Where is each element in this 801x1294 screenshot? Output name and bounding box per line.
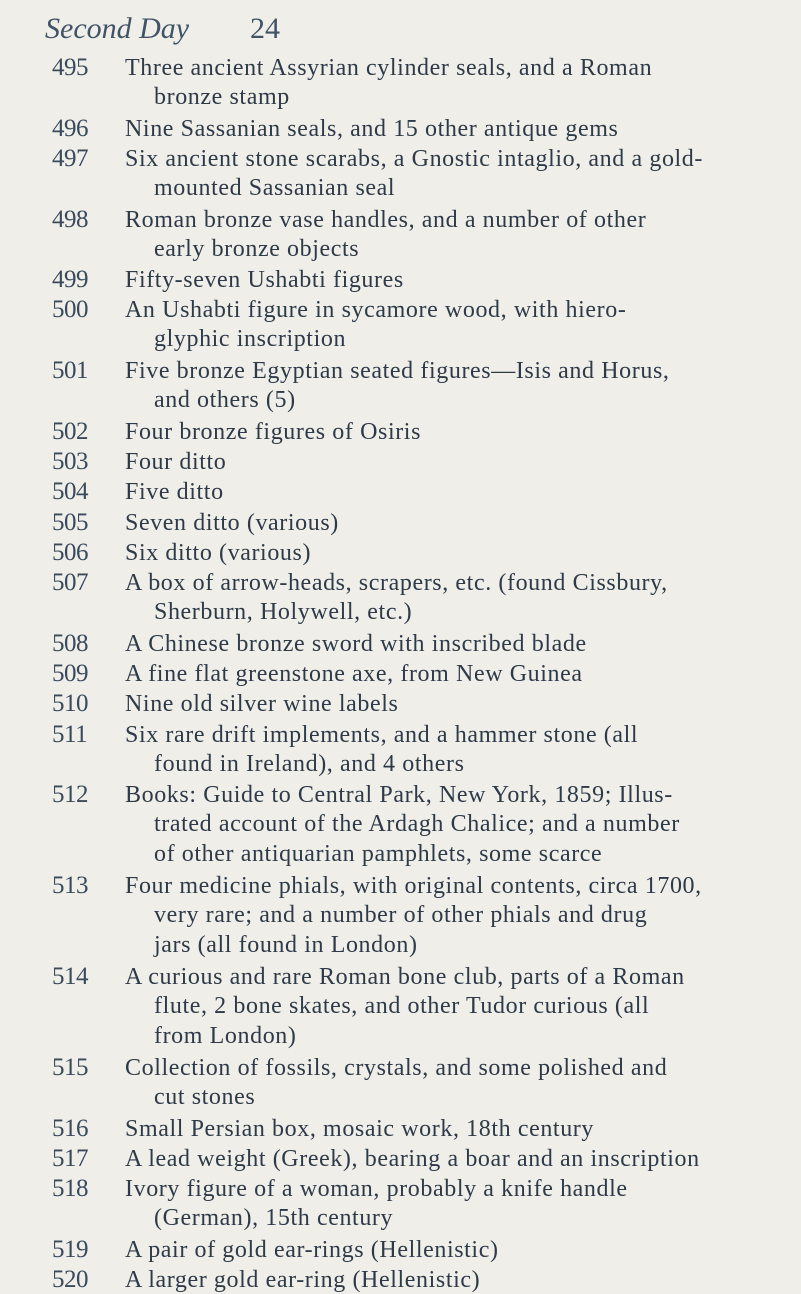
description-line: flute, 2 bone skates, and other Tudor curious (all [154,993,650,1019]
description-line: bronze stamp [154,84,290,110]
description-line: jars (all found in London) [154,932,418,959]
description-line: Five ditto [125,479,224,506]
description-line: A pair of gold ear-rings (Hellenistic) [125,1236,499,1263]
description-line: from London) [154,1023,297,1050]
page-header [45,12,280,46]
lot-description [125,1115,775,1143]
description-line: Three ancient Assyrian cylinder seals, and a Roman [125,55,653,81]
description-line: An Ushabti figure in sycamore wood, with hiero- [125,297,627,324]
description-line: A larger gold ear-ring (Hellenistic) [125,1267,481,1293]
lot-description [125,690,775,718]
lot-description [125,448,775,476]
description-line: Six rare drift implements, and a hammer stone (all [125,721,639,748]
lot-number: 503 [52,447,88,475]
lot-number: 509 [52,660,88,687]
description-line: very rare; and a number of other phials and drug [154,902,648,929]
lot-description [125,357,775,415]
lot-description [125,509,775,537]
description-line: Six ditto (various) [125,539,312,566]
lot-number: 499 [52,266,88,294]
lot-description [125,1175,775,1233]
lot-number: 506 [52,538,88,566]
lot-description [125,478,775,506]
description-line: A box of arrow-heads, scrapers, etc. (found Cissbury, [125,570,668,597]
lot-description [125,1054,775,1112]
description-line: glyphic inscription [154,326,347,353]
lot-number: 517 [52,1144,88,1172]
description-line: Nine Sassanian seals, and 15 other antique gems [125,115,619,142]
lot-description [125,1236,775,1264]
lot-description [125,54,775,112]
lot-description [125,1266,775,1294]
lot-number: 519 [52,1235,88,1263]
description-line: found in Ireland), and 4 others [154,750,465,777]
description-line: Four bronze figures of Osiris [125,418,422,445]
lot-number: 510 [52,690,88,718]
lot-description [125,115,775,143]
page-number: 24 [250,12,280,45]
lot-number: 497 [52,144,88,172]
description-line: Roman bronze vase handles, and a number of other [125,206,647,233]
lot-number: 508 [52,629,88,657]
description-line: A curious and rare Roman bone club, parts of a Roman [125,964,685,990]
lot-description [125,1145,775,1173]
lot-number: 496 [52,114,88,142]
lot-description [125,145,775,203]
lot-number: 507 [52,569,88,597]
description-line: A lead weight (Greek), bearing a boar and an inscription [125,1145,700,1172]
lot-number: 518 [52,1175,88,1203]
page-title: Second Day [45,12,190,45]
lot-description [125,539,775,567]
lot-number: 516 [52,1114,88,1142]
lot-number: 520 [52,1266,88,1293]
lot-description [125,266,775,294]
description-line: of other antiquarian pamphlets, some scarce [154,841,603,868]
lot-description [125,569,775,627]
lot-number: 504 [52,478,88,506]
lot-description [125,781,775,870]
lot-number: 501 [52,357,88,384]
lot-number: 514 [52,963,88,990]
lot-description [125,296,775,354]
description-line: Seven ditto (various) [125,509,339,536]
lot-number: 513 [52,872,88,900]
lot-description [125,721,775,779]
description-line: Five bronze Egyptian seated figures—Isis and Horus, [125,358,670,384]
lot-description [125,872,775,961]
lot-description [125,963,775,1052]
lot-number: 505 [52,508,88,536]
description-line: and others (5) [154,387,296,413]
description-line: trated account of the Ardagh Chalice; and a number [154,811,680,838]
description-line: Six ancient stone scarabs, a Gnostic intaglio, and a gold- [125,145,703,172]
description-line: Four medicine phials, with original contents, circa 1700, [125,873,702,900]
lot-number: 502 [52,417,88,445]
lot-description [125,206,775,264]
lot-number: 511 [52,720,88,748]
description-line: Collection of fossils, crystals, and some polished and [125,1054,668,1081]
description-line: (German), 15th century [154,1205,394,1232]
lot-description [125,418,775,446]
description-line: mounted Sassanian seal [154,174,396,201]
lot-number: 498 [52,205,88,233]
lot-number: 495 [52,54,88,81]
description-line: A fine flat greenstone axe, from New Guinea [125,661,583,687]
lot-description [125,630,775,658]
description-line: Sherburn, Holywell, etc.) [154,599,413,626]
description-line: early bronze objects [154,235,360,262]
description-line: cut stones [154,1083,256,1110]
lot-description [125,660,775,688]
description-line: Fifty-seven Ushabti figures [125,267,404,294]
lot-number: 500 [52,296,88,324]
description-line: Four ditto [125,448,227,475]
description-line: Ivory figure of a woman, probably a knife handle [125,1176,628,1203]
lot-number: 515 [52,1053,88,1081]
description-line: Small Persian box, mosaic work, 18th century [125,1115,594,1142]
description-line: Books: Guide to Central Park, New York, 1859; Illus- [125,782,673,809]
description-line: Nine old silver wine labels [125,691,399,718]
description-line: A Chinese bronze sword with inscribed blade [125,630,587,657]
lot-number: 512 [52,781,88,809]
